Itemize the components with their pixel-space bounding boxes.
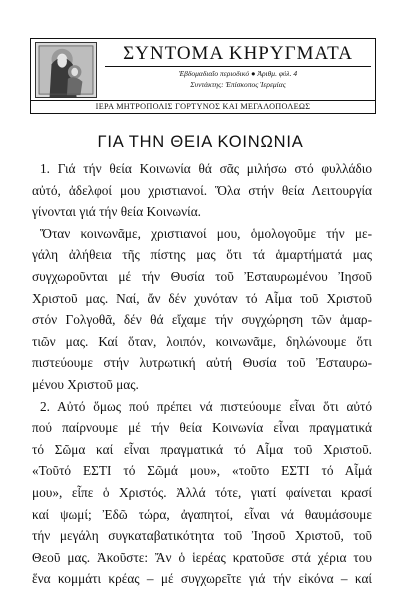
- publication-header: [30, 38, 376, 114]
- text-line: μένου Χριστοῦ μας.: [32, 376, 139, 392]
- text-line: αὐτό, ἀδελφοί μου χριστιανοί. Ὅλα στήν θεία Λειτουργία: [32, 182, 372, 198]
- text-line: ἕνα κομμάτι κρέας – μέ συγχωρεῖτε γιά τήν εἰκόνα – καί: [32, 571, 372, 587]
- text-line: καί ψωμί; Ἐδῶ τώρα, ἀγαπητοί, εἶναι νά θαυμάσουμε: [32, 506, 372, 522]
- text-line: τό Σῶμα καί εἶναι πραγματικά τό Αἷμα τοῦ Χριστοῦ.: [32, 441, 372, 457]
- text-line: Ὅταν κοινωνᾶμε, χριστιανοί μου, ὁμολογοῦμε τήν με-: [40, 225, 372, 241]
- text-line: τήν μεγάλη συγκαταβατικότητα τοῦ Ἰησοῦ Χριστοῦ, τοῦ: [32, 528, 372, 544]
- text-line: 1. Γιά τήν θεία Κοινωνία θά σᾶς μιλήσω στό φυλλάδιο: [40, 161, 372, 176]
- text-line: στόν Γολγοθᾶ, δέν θά εἴχαμε τήν συγχώρηση τῶν ἁμαρ-: [32, 312, 372, 328]
- publication-title: ΣΥΝΤΟΜΑ ΚΗΡΥΓΜΑΤΑ: [123, 43, 353, 64]
- text-line: Χριστοῦ μας. Ναί, ἄν δέν χυνόταν τό Αἷμα τοῦ Χριστοῦ: [32, 290, 372, 306]
- diocese-name: ΙΕΡΑ ΜΗΤΡΟΠΟΛΙΣ ΓΟΡΤΥΝΟΣ ΚΑΙ ΜΕΓΑΛΟΠΟΛΕΩΣ: [95, 102, 311, 111]
- virgin-mary-icon: [35, 42, 97, 98]
- article-body: [32, 158, 372, 590]
- text-line: πού παίρνουμε μέ τήν θεία Κοινωνία εἶναι πραγματικά: [32, 420, 372, 436]
- text-line: «Τοῦτό ΕΣΤΙ τό Σῶμά μου», «τοῦτο ΕΣΤΙ τό Αἷμά: [32, 463, 372, 479]
- publication-info: Ἑβδομαδιαῖο περιοδικό ● Ἀριθμ. φύλ. 4: [178, 69, 298, 78]
- publication-author: Συντάκτης: Ἐπίσκοπος Ἱερεμίας: [190, 80, 286, 89]
- text-line: συγχωροῦνται μέ τήν Θυσία τοῦ Ἐσταυρωμένου Ἰησοῦ: [32, 268, 372, 284]
- text-line: πιστεύουμε στήν λυτρωτική αὐτή Θυσία τοῦ Ἐσταυρω-: [32, 355, 372, 371]
- text-line: 2. Αὐτό ὅμως πού πρέπει νά πιστεύουμε εἶναι ὅτι αὐτό: [40, 398, 372, 414]
- title-rule: [105, 66, 371, 67]
- text-line: γάλη ἀλήθεια τῆς πίστης μας ὅτι τά ἁμαρτήματά μας: [32, 247, 372, 263]
- text-line: γίνονται γιά τήν θεία Κοινωνία.: [32, 204, 202, 220]
- article-title: ΓΙΑ ΤΗΝ ΘΕΙΑ ΚΟΙΝΩΝΙΑ: [97, 133, 304, 151]
- text-line: μου», εἶπε ὁ Χριστός. Ἀλλά τότε, γιατί φαίνεται κρασί: [32, 484, 372, 500]
- text-line: τιῶν μας. Καί ὅταν, λοιπόν, κοινωνᾶμε, δηλώνουμε ὅτι: [32, 333, 372, 349]
- text-line: Θεοῦ μας. Ἀκοῦστε: Ἄν ὁ ἱερέας κρατοῦσε στά χέρια του: [32, 549, 372, 565]
